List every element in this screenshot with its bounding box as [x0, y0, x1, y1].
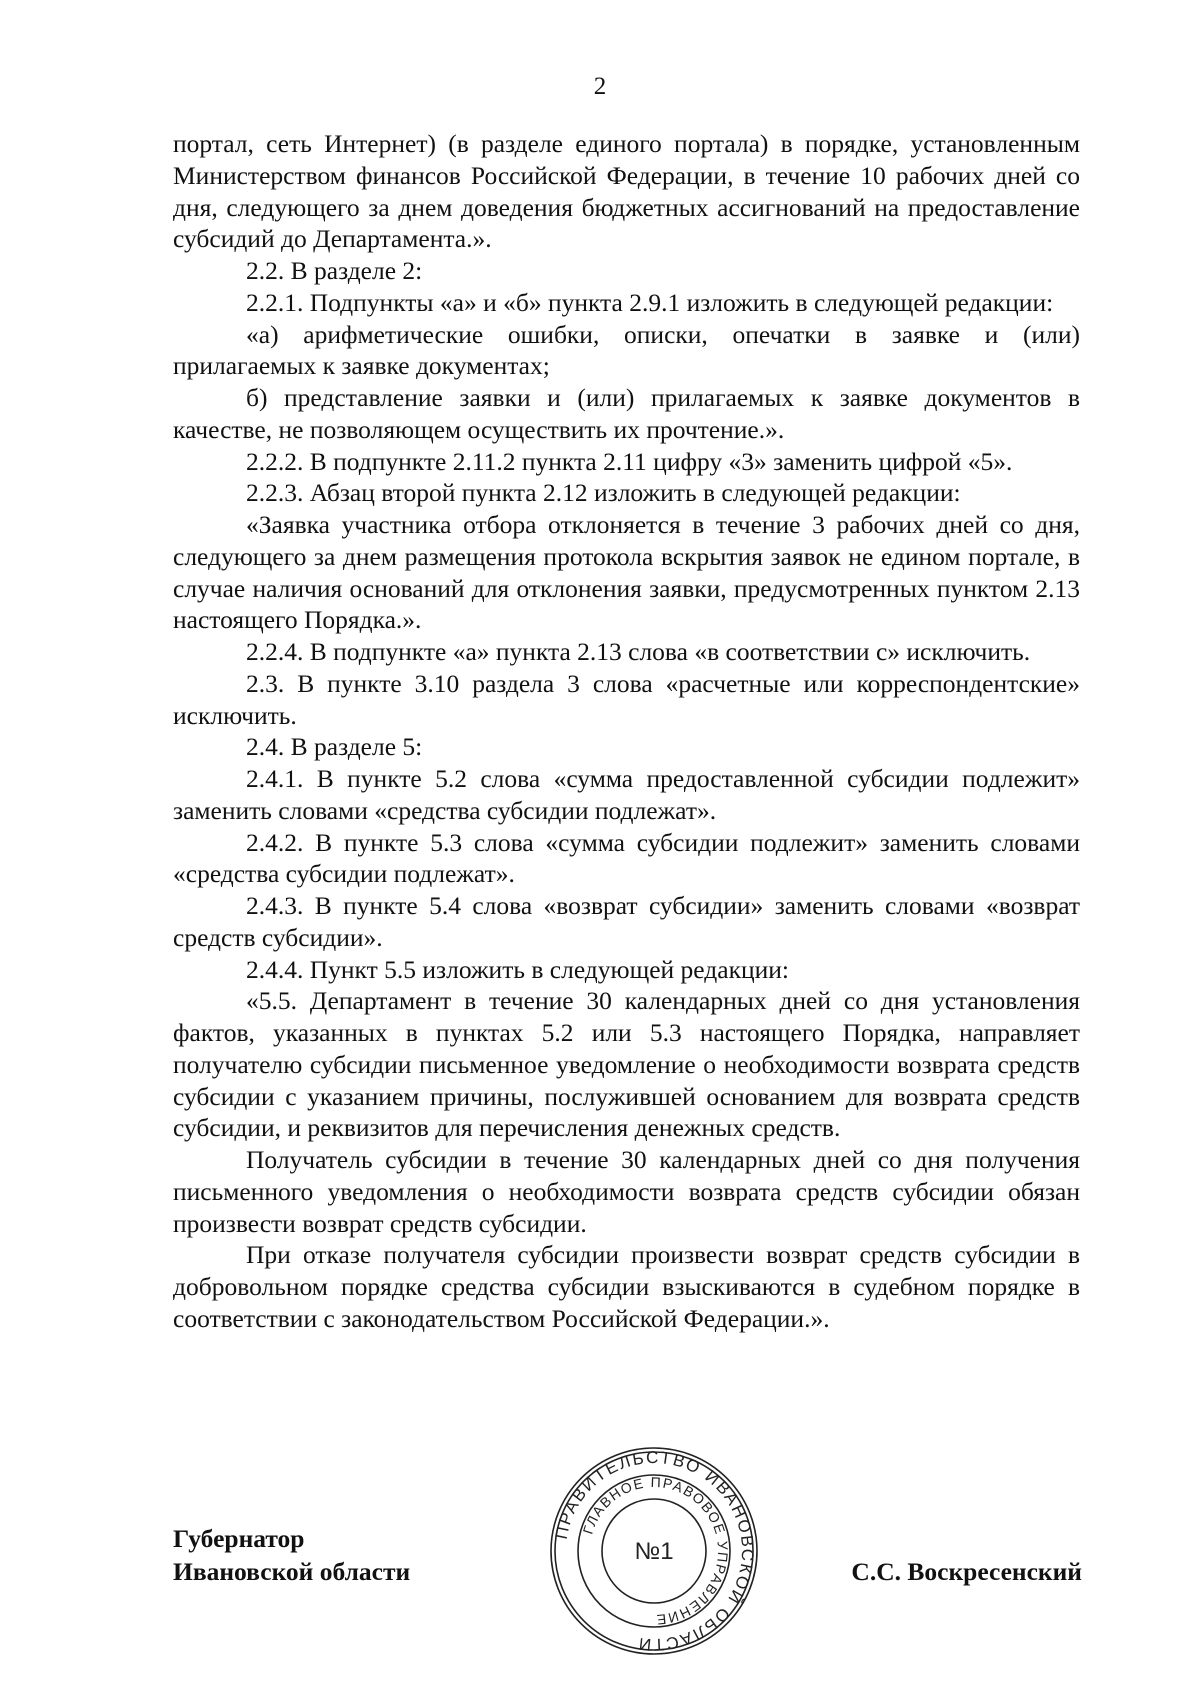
paragraph: 2.4.4. Пункт 5.5 изложить в следующей редакции: — [246, 954, 789, 984]
seal-center-text: №1 — [634, 1538, 674, 1565]
seal-inner-text: ГЛАВНОЕ ПРАВОВОЕ УПРАВЛЕНИЕ — [579, 1473, 732, 1629]
paragraph: «а) арифметические ошибки, описки, опечатки в заявке и (или) прилагаемых к заявке документах; — [173, 319, 1080, 381]
paragraph: 2.3. В пункте 3.10 раздела 3 слова «расчетные или корреспондентские» исключить. — [173, 668, 1080, 730]
paragraph: Получатель субсидии в течение 30 календарных дней со дня получения письменного уведомления о необходимости возврата средств субсидии обязан произвести возврат средств субсидии. — [173, 1145, 1080, 1238]
seal-outer-text: ПРАВИТЕЛЬСТВО ИВАНОВСКОЙ ОБЛАСТИ — [551, 1447, 758, 1655]
paragraph: 2.4. В разделе 5: — [246, 732, 423, 762]
signer-position-line1: Губернатор — [173, 1524, 305, 1553]
paragraph: 2.4.3. В пункте 5.4 слова «возврат субсидии» заменить словами «возврат средств субсидии». — [173, 891, 1080, 952]
official-seal-icon — [548, 1445, 760, 1657]
paragraph: 2.4.1. В пункте 5.2 слова «сумма предоставленной субсидии подлежит» заменить словами «средства субсидии подлежат». — [173, 764, 1080, 825]
paragraph: портал, сеть Интернет) (в разделе единого портала) в порядке, установленным Министерством финансов Российской Федерации, в течение 10 рабочих дней со дня, следующего за днем доведения бюджетных ассигнований на предоставление субсидий до Департамента.». — [173, 129, 1080, 254]
paragraph: При отказе получателя субсидии произвести возврат средств субсидии в добровольном порядке средства субсидии взыскиваются в судебном порядке в соответствии с законодательством Российской Федерации.». — [173, 1240, 1080, 1333]
signer-name: С.С. Воскресенский — [851, 1557, 1082, 1586]
paragraph: 2.2.3. Абзац второй пункта 2.12 изложить в следующей редакции: — [246, 478, 961, 508]
paragraph: «5.5. Департамент в течение 30 календарных дней со дня установления фактов, указанных в пунктах 5.2 или 5.3 настоящего Порядка, направляет получателю субсидии письменное уведомление о необходимости возврата средств субсидии с указанием причины, послужившей основанием для возврата средств субсидии, и реквизитов для перечисления денежных средств. — [173, 986, 1080, 1143]
paragraph: 2.2. В разделе 2: — [246, 256, 423, 285]
paragraph: б) представление заявки и (или) прилагаемых к заявке документов в качестве, не позволяющем осуществить их прочтение.». — [173, 383, 1080, 444]
paragraph: 2.4.2. В пункте 5.3 слова «сумма субсидии подлежит» заменить словами «средства субсидии подлежат». — [173, 827, 1080, 889]
page-number: 2 — [593, 73, 607, 100]
document-body — [173, 128, 1080, 1335]
signature-block — [173, 1522, 410, 1588]
paragraph: 2.2.2. В подпункте 2.11.2 пункта 2.11 цифру «3» заменить цифрой «5». — [246, 446, 1013, 476]
paragraph: «Заявка участника отбора отклоняется в течение 3 рабочих дней со дня, следующего за днем размещения протокола вскрытия заявок не едином портале, в случае наличия оснований для отклонения заявки, предусмотренных пунктом 2.13 настоящего Порядка.». — [173, 510, 1080, 635]
paragraph: 2.2.4. В подпункте «а» пункта 2.13 слова «в соответствии с» исключить. — [246, 637, 1031, 666]
signer-position-line2: Ивановской области — [173, 1557, 411, 1586]
paragraph: 2.2.1. Подпункты «а» и «б» пункта 2.9.1 изложить в следующей редакции: — [246, 287, 1054, 317]
